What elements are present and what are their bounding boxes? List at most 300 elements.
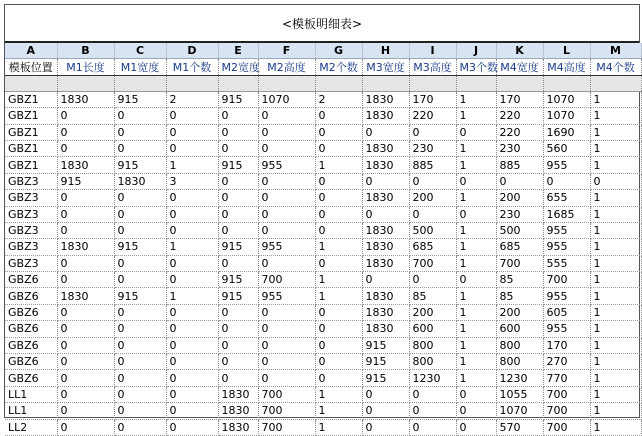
- table-cell[interactable]: 1: [590, 239, 641, 255]
- column-letter-h[interactable]: H: [362, 43, 409, 59]
- table-cell[interactable]: 0: [166, 190, 218, 206]
- table-cell[interactable]: 955: [258, 157, 315, 173]
- table-cell[interactable]: 0: [409, 173, 456, 189]
- table-cell[interactable]: 700: [409, 255, 456, 271]
- table-cell[interactable]: 1: [590, 354, 641, 370]
- column-letter-b[interactable]: B: [57, 43, 114, 59]
- table-cell[interactable]: 1: [590, 190, 641, 206]
- table-cell[interactable]: 0: [114, 124, 166, 140]
- table-row[interactable]: [5, 403, 641, 419]
- table-cell[interactable]: 0: [114, 304, 166, 320]
- table-cell[interactable]: 0: [114, 140, 166, 156]
- table-cell[interactable]: 0: [218, 190, 258, 206]
- column-header-e[interactable]: M2宽度: [218, 59, 258, 75]
- table-cell[interactable]: 915: [114, 239, 166, 255]
- table-cell[interactable]: 0: [57, 190, 114, 206]
- table-cell[interactable]: 220: [496, 108, 543, 124]
- table-cell[interactable]: GBZ3: [5, 206, 57, 222]
- table-cell[interactable]: 1: [590, 222, 641, 238]
- column-header-l[interactable]: M4高度: [543, 59, 590, 75]
- table-cell[interactable]: 915: [114, 288, 166, 304]
- table-cell[interactable]: 1070: [496, 403, 543, 419]
- table-cell[interactable]: 685: [409, 239, 456, 255]
- table-cell[interactable]: 0: [218, 321, 258, 337]
- table-cell[interactable]: 0: [315, 370, 362, 386]
- table-cell[interactable]: 220: [496, 124, 543, 140]
- table-cell[interactable]: 1: [590, 321, 641, 337]
- table-cell[interactable]: 955: [543, 239, 590, 255]
- table-cell[interactable]: 0: [496, 173, 543, 189]
- table-row[interactable]: [5, 321, 641, 337]
- table-row[interactable]: [5, 124, 641, 140]
- table-cell[interactable]: 1690: [543, 124, 590, 140]
- column-letter-j[interactable]: J: [456, 43, 496, 59]
- table-cell[interactable]: 1: [315, 157, 362, 173]
- table-cell[interactable]: 0: [114, 337, 166, 353]
- table-cell[interactable]: 0: [315, 140, 362, 156]
- table-cell[interactable]: 500: [409, 222, 456, 238]
- table-row[interactable]: [5, 140, 641, 156]
- table-cell[interactable]: 1: [456, 140, 496, 156]
- table-cell[interactable]: 555: [543, 255, 590, 271]
- table-cell[interactable]: 0: [456, 272, 496, 288]
- table-cell[interactable]: 0: [409, 386, 456, 402]
- table-cell[interactable]: GBZ3: [5, 190, 57, 206]
- table-cell[interactable]: GBZ6: [5, 370, 57, 386]
- table-cell[interactable]: 0: [258, 190, 315, 206]
- table-cell[interactable]: 0: [258, 108, 315, 124]
- table-cell[interactable]: 1830: [362, 157, 409, 173]
- table-cell[interactable]: 2: [166, 91, 218, 107]
- table-cell[interactable]: 0: [456, 124, 496, 140]
- table-cell[interactable]: 0: [114, 419, 166, 435]
- table-cell[interactable]: 1: [590, 206, 641, 222]
- table-cell[interactable]: 0: [166, 140, 218, 156]
- table-row[interactable]: [5, 288, 641, 304]
- table-cell[interactable]: 1: [456, 370, 496, 386]
- table-cell[interactable]: 0: [57, 272, 114, 288]
- table-cell[interactable]: 0: [362, 124, 409, 140]
- table-cell[interactable]: 1830: [218, 386, 258, 402]
- table-cell[interactable]: 1: [456, 239, 496, 255]
- table-cell[interactable]: 0: [456, 403, 496, 419]
- table-cell[interactable]: 1685: [543, 206, 590, 222]
- table-cell[interactable]: 0: [590, 173, 641, 189]
- table-cell[interactable]: 0: [57, 354, 114, 370]
- table-cell[interactable]: GBZ6: [5, 321, 57, 337]
- table-cell[interactable]: 85: [496, 272, 543, 288]
- table-cell[interactable]: 915: [218, 288, 258, 304]
- table-cell[interactable]: 0: [166, 272, 218, 288]
- table-cell[interactable]: 0: [258, 140, 315, 156]
- table-cell[interactable]: 0: [409, 403, 456, 419]
- column-letter-a[interactable]: A: [5, 43, 57, 59]
- table-cell[interactable]: 2: [315, 91, 362, 107]
- table-cell[interactable]: 1055: [496, 386, 543, 402]
- table-cell[interactable]: 0: [218, 124, 258, 140]
- table-cell[interactable]: 0: [258, 124, 315, 140]
- table-cell[interactable]: 1: [590, 370, 641, 386]
- table-cell[interactable]: 0: [166, 206, 218, 222]
- table-cell[interactable]: 0: [218, 140, 258, 156]
- table-cell[interactable]: 885: [496, 157, 543, 173]
- table-cell[interactable]: 1: [315, 239, 362, 255]
- table-cell[interactable]: 0: [166, 354, 218, 370]
- table-cell[interactable]: 0: [218, 337, 258, 353]
- table-cell[interactable]: 1: [456, 288, 496, 304]
- table-cell[interactable]: 85: [496, 288, 543, 304]
- table-cell[interactable]: 1830: [362, 91, 409, 107]
- table-cell[interactable]: 0: [409, 272, 456, 288]
- table-cell[interactable]: 0: [114, 108, 166, 124]
- table-row[interactable]: [5, 173, 641, 189]
- table-cell[interactable]: 1: [315, 419, 362, 435]
- table-cell[interactable]: 1: [166, 157, 218, 173]
- table-cell[interactable]: 0: [362, 272, 409, 288]
- table-cell[interactable]: 0: [114, 222, 166, 238]
- table-cell[interactable]: 200: [496, 304, 543, 320]
- table-cell[interactable]: 270: [543, 354, 590, 370]
- table-cell[interactable]: 0: [114, 386, 166, 402]
- table-cell[interactable]: 700: [258, 386, 315, 402]
- table-cell[interactable]: 0: [315, 337, 362, 353]
- table-cell[interactable]: 230: [496, 206, 543, 222]
- table-row[interactable]: [5, 91, 641, 107]
- table-row[interactable]: [5, 206, 641, 222]
- table-cell[interactable]: 1: [456, 157, 496, 173]
- table-cell[interactable]: 685: [496, 239, 543, 255]
- table-cell[interactable]: 955: [543, 321, 590, 337]
- column-letter-e[interactable]: E: [218, 43, 258, 59]
- column-header-h[interactable]: M3宽度: [362, 59, 409, 75]
- column-header-j[interactable]: M3个数: [456, 59, 496, 75]
- column-header-b[interactable]: M1长度: [57, 59, 114, 75]
- table-cell[interactable]: GBZ3: [5, 255, 57, 271]
- table-cell[interactable]: 200: [409, 190, 456, 206]
- table-cell[interactable]: 1: [315, 288, 362, 304]
- table-cell[interactable]: 0: [362, 173, 409, 189]
- table-cell[interactable]: 1: [456, 190, 496, 206]
- table-cell[interactable]: GBZ6: [5, 354, 57, 370]
- table-cell[interactable]: 0: [258, 304, 315, 320]
- table-cell[interactable]: 0: [258, 370, 315, 386]
- table-cell[interactable]: 1830: [362, 190, 409, 206]
- table-cell[interactable]: 1: [456, 321, 496, 337]
- table-cell[interactable]: 1: [590, 124, 641, 140]
- table-cell[interactable]: 1: [456, 255, 496, 271]
- table-cell[interactable]: 700: [258, 272, 315, 288]
- table-cell[interactable]: 0: [218, 222, 258, 238]
- table-cell[interactable]: LL2: [5, 419, 57, 435]
- table-cell[interactable]: 0: [315, 304, 362, 320]
- table-cell[interactable]: 0: [114, 255, 166, 271]
- table-cell[interactable]: 1: [590, 419, 641, 435]
- table-cell[interactable]: 1: [166, 288, 218, 304]
- table-cell[interactable]: 1: [315, 272, 362, 288]
- table-row[interactable]: [5, 386, 641, 402]
- table-cell[interactable]: 0: [218, 108, 258, 124]
- table-cell[interactable]: 0: [315, 222, 362, 238]
- table-cell[interactable]: 0: [258, 222, 315, 238]
- column-header-a[interactable]: 模板位置: [5, 59, 57, 75]
- table-cell[interactable]: 1: [590, 337, 641, 353]
- table-cell[interactable]: 700: [543, 419, 590, 435]
- table-cell[interactable]: GBZ1: [5, 140, 57, 156]
- table-row[interactable]: [5, 354, 641, 370]
- table-cell[interactable]: 0: [114, 206, 166, 222]
- table-cell[interactable]: 1830: [362, 321, 409, 337]
- table-cell[interactable]: 200: [409, 304, 456, 320]
- table-cell[interactable]: 1: [590, 157, 641, 173]
- table-row[interactable]: [5, 255, 641, 271]
- table-cell[interactable]: 0: [315, 173, 362, 189]
- table-cell[interactable]: 1: [456, 354, 496, 370]
- column-letter-i[interactable]: I: [409, 43, 456, 59]
- table-cell[interactable]: 0: [57, 403, 114, 419]
- table-cell[interactable]: 230: [496, 140, 543, 156]
- table-cell[interactable]: 0: [218, 304, 258, 320]
- table-cell[interactable]: 915: [218, 91, 258, 107]
- table-cell[interactable]: 0: [218, 370, 258, 386]
- table-row[interactable]: [5, 304, 641, 320]
- table-cell[interactable]: 955: [543, 288, 590, 304]
- table-cell[interactable]: 0: [166, 108, 218, 124]
- table-cell[interactable]: 700: [543, 272, 590, 288]
- table-cell[interactable]: 1230: [409, 370, 456, 386]
- table-cell[interactable]: 1: [590, 403, 641, 419]
- table-cell[interactable]: 700: [258, 419, 315, 435]
- table-cell[interactable]: 600: [409, 321, 456, 337]
- table-cell[interactable]: 0: [456, 206, 496, 222]
- table-cell[interactable]: 1: [315, 403, 362, 419]
- table-cell[interactable]: 1830: [114, 173, 166, 189]
- column-header-d[interactable]: M1个数: [166, 59, 218, 75]
- column-header-m[interactable]: M4个数: [590, 59, 641, 75]
- column-letter-l[interactable]: L: [543, 43, 590, 59]
- table-cell[interactable]: 0: [114, 321, 166, 337]
- table-cell[interactable]: 1: [590, 288, 641, 304]
- table-cell[interactable]: 0: [166, 321, 218, 337]
- column-letter-c[interactable]: C: [114, 43, 166, 59]
- table-cell[interactable]: 915: [218, 239, 258, 255]
- table-cell[interactable]: 560: [543, 140, 590, 156]
- column-letter-d[interactable]: D: [166, 43, 218, 59]
- table-cell[interactable]: 0: [543, 173, 590, 189]
- table-cell[interactable]: 0: [57, 108, 114, 124]
- column-header-k[interactable]: M4宽度: [496, 59, 543, 75]
- table-cell[interactable]: 0: [409, 206, 456, 222]
- table-cell[interactable]: 0: [456, 419, 496, 435]
- table-cell[interactable]: 605: [543, 304, 590, 320]
- table-cell[interactable]: 1830: [57, 91, 114, 107]
- table-cell[interactable]: 655: [543, 190, 590, 206]
- table-cell[interactable]: GBZ1: [5, 91, 57, 107]
- table-cell[interactable]: 0: [362, 403, 409, 419]
- table-cell[interactable]: 0: [57, 206, 114, 222]
- table-cell[interactable]: 0: [456, 173, 496, 189]
- table-cell[interactable]: 1: [315, 386, 362, 402]
- table-cell[interactable]: 0: [57, 255, 114, 271]
- table-cell[interactable]: 1830: [362, 255, 409, 271]
- table-cell[interactable]: 915: [57, 173, 114, 189]
- table-cell[interactable]: 0: [362, 419, 409, 435]
- table-cell[interactable]: 915: [114, 157, 166, 173]
- table-cell[interactable]: 1830: [218, 419, 258, 435]
- table-cell[interactable]: 0: [166, 386, 218, 402]
- table-cell[interactable]: 800: [496, 337, 543, 353]
- column-header-i[interactable]: M3高度: [409, 59, 456, 75]
- column-letter-k[interactable]: K: [496, 43, 543, 59]
- table-cell[interactable]: 0: [315, 124, 362, 140]
- table-cell[interactable]: 0: [315, 321, 362, 337]
- table-cell[interactable]: 170: [543, 337, 590, 353]
- table-cell[interactable]: 0: [114, 370, 166, 386]
- table-cell[interactable]: 1: [590, 91, 641, 107]
- table-cell[interactable]: 1: [456, 108, 496, 124]
- table-cell[interactable]: GBZ1: [5, 108, 57, 124]
- table-cell[interactable]: GBZ3: [5, 173, 57, 189]
- table-cell[interactable]: 1830: [57, 288, 114, 304]
- table-cell[interactable]: 0: [57, 370, 114, 386]
- table-cell[interactable]: 1830: [218, 403, 258, 419]
- table-cell[interactable]: 800: [496, 354, 543, 370]
- table-cell[interactable]: 0: [57, 419, 114, 435]
- table-cell[interactable]: 955: [543, 222, 590, 238]
- table-cell[interactable]: 915: [218, 157, 258, 173]
- table-cell[interactable]: 1830: [362, 222, 409, 238]
- table-cell[interactable]: GBZ6: [5, 288, 57, 304]
- table-cell[interactable]: 1: [590, 255, 641, 271]
- table-cell[interactable]: 0: [315, 108, 362, 124]
- table-cell[interactable]: 0: [456, 386, 496, 402]
- table-row[interactable]: [5, 272, 641, 288]
- table-cell[interactable]: 0: [57, 386, 114, 402]
- table-cell[interactable]: 0: [114, 354, 166, 370]
- table-cell[interactable]: 1070: [258, 91, 315, 107]
- table-cell[interactable]: 0: [218, 255, 258, 271]
- table-cell[interactable]: 0: [258, 321, 315, 337]
- table-cell[interactable]: 1830: [362, 288, 409, 304]
- table-cell[interactable]: 1: [590, 386, 641, 402]
- table-cell[interactable]: 700: [258, 403, 315, 419]
- table-cell[interactable]: 915: [362, 337, 409, 353]
- table-cell[interactable]: 220: [409, 108, 456, 124]
- table-cell[interactable]: 0: [258, 337, 315, 353]
- table-cell[interactable]: 1070: [543, 108, 590, 124]
- table-cell[interactable]: 570: [496, 419, 543, 435]
- table-cell[interactable]: 700: [543, 403, 590, 419]
- table-cell[interactable]: 0: [362, 206, 409, 222]
- table-cell[interactable]: 0: [258, 206, 315, 222]
- table-cell[interactable]: 3: [166, 173, 218, 189]
- table-cell[interactable]: GBZ1: [5, 124, 57, 140]
- table-cell[interactable]: 0: [57, 140, 114, 156]
- table-cell[interactable]: 500: [496, 222, 543, 238]
- column-letter-g[interactable]: G: [315, 43, 362, 59]
- table-cell[interactable]: 955: [258, 288, 315, 304]
- table-cell[interactable]: GBZ6: [5, 272, 57, 288]
- table-cell[interactable]: 800: [409, 354, 456, 370]
- table-cell[interactable]: GBZ1: [5, 157, 57, 173]
- table-cell[interactable]: 915: [114, 91, 166, 107]
- table-cell[interactable]: 600: [496, 321, 543, 337]
- table-cell[interactable]: 1: [590, 272, 641, 288]
- table-cell[interactable]: 1830: [362, 140, 409, 156]
- table-cell[interactable]: 915: [218, 272, 258, 288]
- table-cell[interactable]: 1: [456, 222, 496, 238]
- table-cell[interactable]: 0: [362, 386, 409, 402]
- table-cell[interactable]: 1230: [496, 370, 543, 386]
- table-cell[interactable]: 915: [362, 354, 409, 370]
- table-cell[interactable]: 0: [166, 255, 218, 271]
- table-cell[interactable]: 700: [543, 386, 590, 402]
- table-cell[interactable]: 0: [57, 222, 114, 238]
- table-cell[interactable]: 0: [258, 173, 315, 189]
- table-cell[interactable]: 170: [496, 91, 543, 107]
- table-cell[interactable]: 0: [166, 337, 218, 353]
- table-cell[interactable]: GBZ3: [5, 222, 57, 238]
- table-cell[interactable]: 0: [57, 337, 114, 353]
- table-cell[interactable]: 915: [362, 370, 409, 386]
- table-cell[interactable]: 0: [166, 403, 218, 419]
- table-cell[interactable]: LL1: [5, 403, 57, 419]
- column-letter-m[interactable]: M: [590, 43, 641, 59]
- table-cell[interactable]: 0: [218, 173, 258, 189]
- table-cell[interactable]: 1: [456, 91, 496, 107]
- table-cell[interactable]: 885: [409, 157, 456, 173]
- table-cell[interactable]: 1830: [57, 239, 114, 255]
- table-cell[interactable]: 0: [258, 255, 315, 271]
- table-row[interactable]: [5, 222, 641, 238]
- table-cell[interactable]: 1830: [362, 304, 409, 320]
- table-cell[interactable]: GBZ3: [5, 239, 57, 255]
- table-cell[interactable]: 0: [166, 419, 218, 435]
- table-cell[interactable]: 0: [315, 190, 362, 206]
- table-cell[interactable]: 0: [57, 124, 114, 140]
- table-cell[interactable]: 1830: [362, 108, 409, 124]
- column-header-g[interactable]: M2个数: [315, 59, 362, 75]
- table-row[interactable]: [5, 419, 641, 435]
- table-cell[interactable]: 230: [409, 140, 456, 156]
- table-cell[interactable]: 0: [166, 304, 218, 320]
- table-cell[interactable]: 0: [57, 321, 114, 337]
- table-cell[interactable]: 0: [258, 354, 315, 370]
- table-row[interactable]: [5, 157, 641, 173]
- table-cell[interactable]: 0: [114, 190, 166, 206]
- table-row[interactable]: [5, 337, 641, 353]
- table-row[interactable]: [5, 370, 641, 386]
- table-cell[interactable]: 0: [166, 222, 218, 238]
- table-cell[interactable]: 0: [218, 354, 258, 370]
- table-cell[interactable]: 800: [409, 337, 456, 353]
- table-row[interactable]: [5, 239, 641, 255]
- table-cell[interactable]: 1: [590, 108, 641, 124]
- table-cell[interactable]: 770: [543, 370, 590, 386]
- table-cell[interactable]: 1070: [543, 91, 590, 107]
- table-row[interactable]: [5, 190, 641, 206]
- table-cell[interactable]: 0: [409, 419, 456, 435]
- table-cell[interactable]: 0: [166, 124, 218, 140]
- table-cell[interactable]: 0: [315, 354, 362, 370]
- table-cell[interactable]: 955: [258, 239, 315, 255]
- table-cell[interactable]: GBZ6: [5, 304, 57, 320]
- table-cell[interactable]: 0: [166, 370, 218, 386]
- table-cell[interactable]: 200: [496, 190, 543, 206]
- table-cell[interactable]: 170: [409, 91, 456, 107]
- table-cell[interactable]: 1: [456, 337, 496, 353]
- table-row[interactable]: [5, 108, 641, 124]
- table-cell[interactable]: 1: [590, 140, 641, 156]
